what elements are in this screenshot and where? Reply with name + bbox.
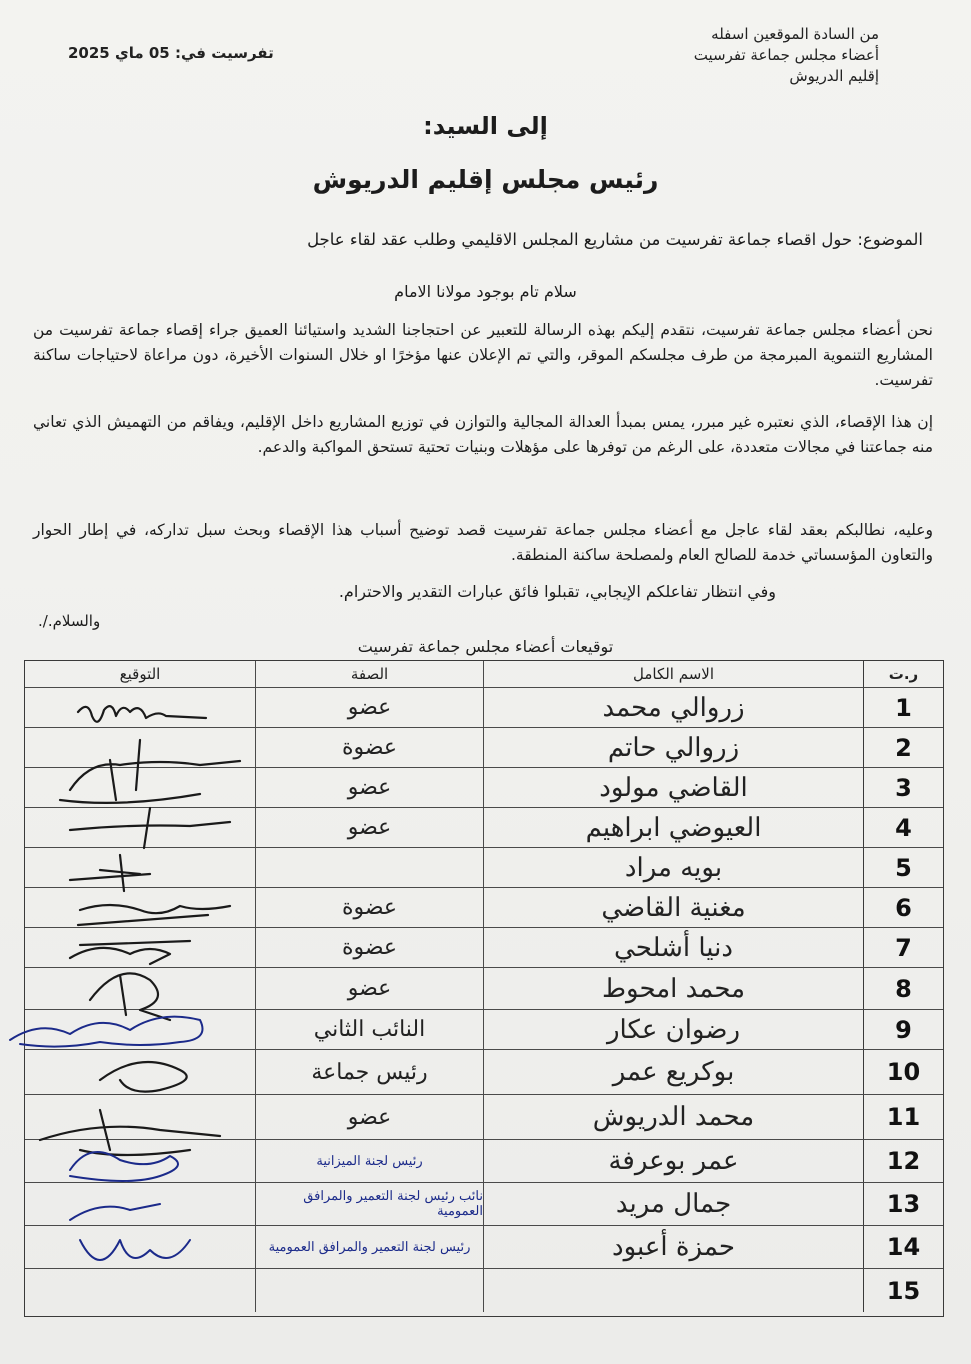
- table-row: [25, 1183, 943, 1226]
- addressee-name: رئيس مجلس إقليم الدريوش: [312, 165, 659, 194]
- member-signature-cell: [25, 1010, 255, 1049]
- member-name: حمزة أعبود: [483, 1226, 863, 1268]
- member-name: العيوضي ابراهيم: [483, 808, 863, 847]
- member-role: رئيس لجنة الميزانية: [255, 1140, 483, 1182]
- row-number: 10: [863, 1050, 943, 1094]
- member-name: بويه مراد: [483, 848, 863, 887]
- header-number: ر.ت: [863, 661, 943, 687]
- row-number: 15: [863, 1269, 943, 1312]
- member-name: زروالي حاتم: [483, 728, 863, 767]
- table-row: [25, 688, 943, 728]
- member-name: محمد امحوط: [483, 968, 863, 1009]
- sender-block: [619, 24, 879, 87]
- member-role: عضو: [255, 968, 483, 1009]
- member-role: عضو: [255, 1095, 483, 1139]
- member-role: النائب الثاني: [255, 1010, 483, 1049]
- greeting: سلام تام بوجود مولانا الامام: [394, 282, 577, 301]
- sender-line: أعضاء مجلس جماعة تفرسيت: [693, 46, 879, 64]
- row-number: 9: [863, 1010, 943, 1049]
- header-role: الصفة: [255, 661, 483, 687]
- letter-subject: الموضوع: حول اقصاء جماعة تفرسيت من مشاريع المجلس الاقليمي وطلب عقد لقاء عاجل: [307, 230, 923, 249]
- row-number: 6: [863, 888, 943, 927]
- signatures-table: [24, 660, 944, 1317]
- row-number: 4: [863, 808, 943, 847]
- member-signature-cell: [25, 808, 255, 847]
- table-row: [25, 1050, 943, 1095]
- row-number: 3: [863, 768, 943, 807]
- header-signature: التوقيع: [119, 665, 161, 683]
- member-name: مغنية القاضي: [483, 888, 863, 927]
- body-paragraph: وعليه، نطالبكم بعقد لقاء عاجل مع أعضاء مجلس جماعة تفرسيت قصد توضيح أسباب هذا الإقصاء وبحث سبل تداركه، في إطار الحوار والتعاون المؤسساتي خدمة للصالح العام ولمصلحة ساكنة المنطقة.: [33, 521, 933, 564]
- member-name: جمال مريد: [483, 1183, 863, 1225]
- member-role: عضوة: [255, 728, 483, 767]
- member-signature-cell: [25, 1269, 255, 1312]
- table-row: [25, 968, 943, 1010]
- member-role: عضوة: [255, 928, 483, 967]
- member-signature-cell: [25, 848, 255, 887]
- member-signature-cell: [25, 968, 255, 1009]
- member-role: رئيس جماعة: [255, 1050, 483, 1094]
- table-row: [25, 1140, 943, 1183]
- table-header-row: [25, 661, 943, 688]
- member-role: نائب رئيس لجنة التعمير والمرافق العمومية: [255, 1183, 483, 1225]
- member-role: عضو: [255, 768, 483, 807]
- body-paragraph: إن هذا الإقصاء، الذي نعتبره غير مبرر، يمس بمبدأ العدالة المجالية والتوازن في توزيع المشاريع داخل الإقليم، ويفاقم من التهميش الذي تعاني منه جماعتنا في مجالات متعددة، على الرغم من توفرها على مؤهلات وبنيات تحتية تستحق المواكبة والدعم.: [33, 413, 933, 456]
- member-signature-cell: [25, 928, 255, 967]
- member-name: دنيا أشلحي: [483, 928, 863, 967]
- addressee-label: إلى السيد:: [423, 112, 548, 140]
- member-name: زروالي محمد: [483, 688, 863, 727]
- member-role: [255, 848, 483, 887]
- row-number: 2: [863, 728, 943, 767]
- row-number: 13: [863, 1183, 943, 1225]
- table-row: [25, 1095, 943, 1140]
- member-name: [483, 1269, 863, 1312]
- row-number: 11: [863, 1095, 943, 1139]
- member-role: رئيس لجنة التعمير والمرافق العمومية: [255, 1226, 483, 1268]
- table-title: توقيعات أعضاء مجلس جماعة تفرسيت: [357, 637, 614, 656]
- member-role: عضو: [255, 688, 483, 727]
- table-row: [25, 728, 943, 768]
- closing-line: وفي انتظار تفاعلكم الإيجابي، تقبلوا فائق عبارات التقدير والاحترام.: [338, 582, 776, 601]
- table-row: [25, 1269, 943, 1312]
- member-signature-cell: [25, 1183, 255, 1225]
- table-row: [25, 808, 943, 848]
- row-number: 8: [863, 968, 943, 1009]
- letter-date: تفرسيت في: 05 ماي 2025: [68, 44, 274, 62]
- member-signature-cell: [25, 728, 255, 767]
- header-name: الاسم الكامل: [483, 661, 863, 687]
- member-name: القاضي مولود: [483, 768, 863, 807]
- member-signature-cell: [25, 688, 255, 727]
- row-number: 14: [863, 1226, 943, 1268]
- table-row: [25, 768, 943, 808]
- member-signature-cell: [25, 888, 255, 927]
- row-number: 1: [863, 688, 943, 727]
- member-name: محمد الدريوش: [483, 1095, 863, 1139]
- member-role: [255, 1269, 483, 1312]
- member-signature-cell: [25, 768, 255, 807]
- table-row: [25, 1010, 943, 1050]
- member-name: بوكريع عمر: [483, 1050, 863, 1094]
- sender-line: من السادة الموقعين اسفله: [711, 25, 879, 43]
- member-signature-cell: [25, 1226, 255, 1268]
- row-number: 5: [863, 848, 943, 887]
- table-row: [25, 1226, 943, 1269]
- member-name: عمر بوعرفة: [483, 1140, 863, 1182]
- salam-line: والسلام./.: [38, 612, 101, 630]
- row-number: 7: [863, 928, 943, 967]
- member-name: رضوان عكار: [483, 1010, 863, 1049]
- body-paragraph: نحن أعضاء مجلس جماعة تفرسيت، نتقدم إليكم بهذه الرسالة للتعبير عن احتجاجنا الشديد واستيائنا العميق جراء إقصاء جماعة تفرسيت من المشاريع التنموية المبرمجة من طرف مجلسكم الموقر، والتي تم الإعلان عنها مؤخرًا او خلال السنوات الأخيرة، دون مراعاة لاحتياجات ساكنة تفرسيت.: [33, 321, 933, 389]
- table-row: [25, 888, 943, 928]
- table-row: [25, 848, 943, 888]
- member-signature-cell: [25, 1140, 255, 1182]
- member-signature-cell: [25, 1050, 255, 1094]
- member-role: عضوة: [255, 888, 483, 927]
- row-number: 12: [863, 1140, 943, 1182]
- member-signature-cell: [25, 1095, 255, 1139]
- table-row: [25, 928, 943, 968]
- member-role: عضو: [255, 808, 483, 847]
- sender-line: إقليم الدريوش: [789, 67, 879, 85]
